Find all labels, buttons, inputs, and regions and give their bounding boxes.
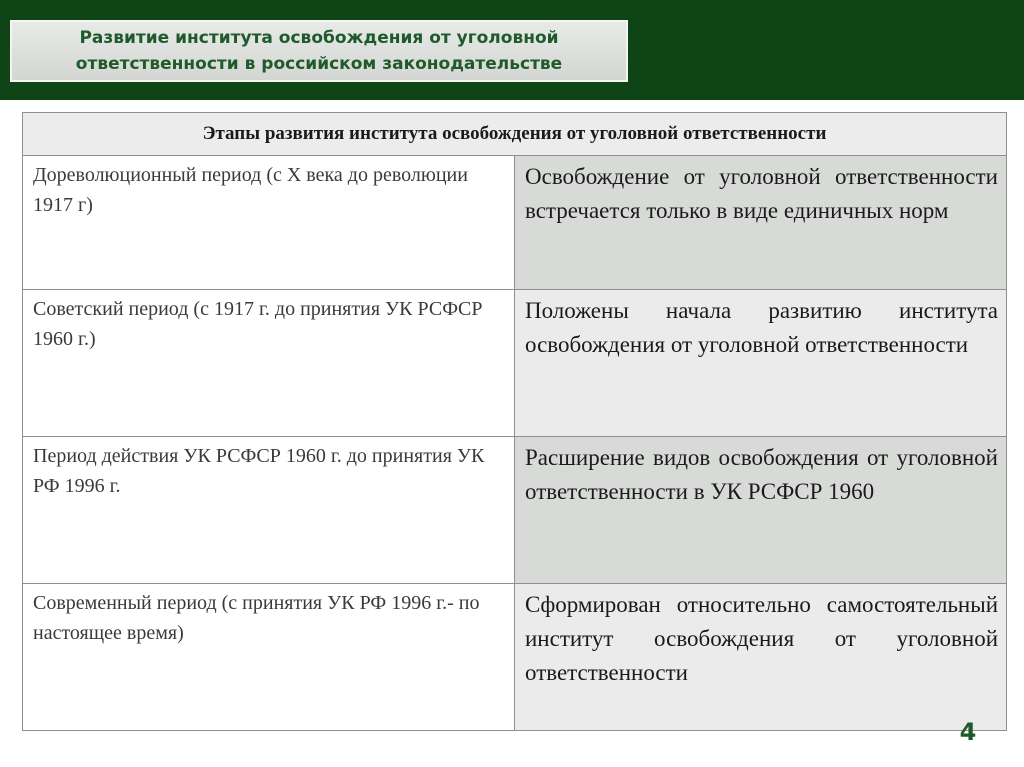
- period-cell: Советский период (с 1917 г. до принятия УК РСФСР 1960 г.): [23, 290, 515, 437]
- period-cell: Современный период (с принятия УК РФ 1996 г.- по настоящее время): [23, 584, 515, 731]
- description-cell: Расширение видов освобождения от уголовной ответственности в УК РСФСР 1960: [515, 437, 1007, 584]
- table-header-row: [23, 113, 1007, 156]
- period-cell: Период действия УК РСФСР 1960 г. до принятия УК РФ 1996 г.: [23, 437, 515, 584]
- table-header: Этапы развития института освобождения от уголовной ответственности: [23, 113, 1007, 156]
- period-cell: Дореволюционный период (с X века до революции 1917 г): [23, 156, 515, 290]
- page-number: 4: [959, 718, 977, 746]
- description-cell: Положены начала развитию института освобождения от уголовной ответственности: [515, 290, 1007, 437]
- description-cell: Освобождение от уголовной ответственности встречается только в виде единичных норм: [515, 156, 1007, 290]
- stages-table: [22, 112, 1007, 731]
- title-box: [10, 20, 628, 82]
- table-row: [23, 437, 1007, 584]
- table-row: [23, 584, 1007, 731]
- description-cell: Сформирован относительно самостоятельный институт освобождения от уголовной ответственности: [515, 584, 1007, 731]
- table-row: [23, 156, 1007, 290]
- slide-title: Развитие института освобождения от уголовной ответственности в российском законодательстве: [75, 28, 563, 74]
- table-row: [23, 290, 1007, 437]
